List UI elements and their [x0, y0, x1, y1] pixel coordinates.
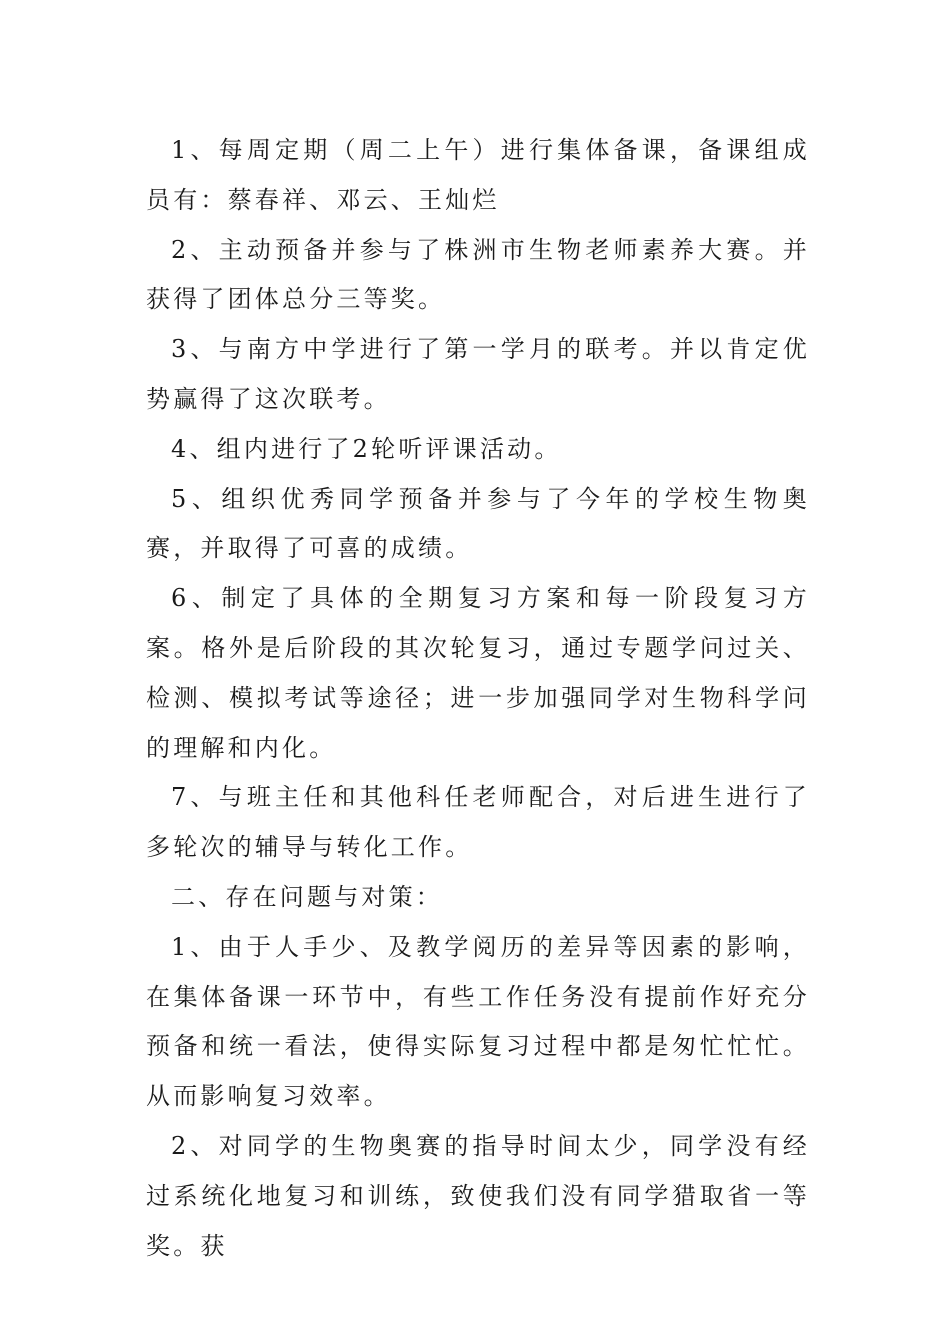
- paragraph-biology-olympiad: 5、组织优秀同学预备并参与了今年的学校生物奥赛，并取得了可喜的成绩。: [146, 484, 810, 563]
- paragraph-problem-2: 2、对同学的生物奥赛的指导时间太少，同学没有经过系统化地复习和训练，致使我们没有同学猎取省一等奖。获: [146, 1131, 810, 1260]
- paragraph-lesson-evaluation: 4、组内进行了2轮听评课活动。: [171, 434, 562, 463]
- document-body: [146, 126, 810, 1271]
- paragraph-tutoring: 7、与班主任和其他科任老师配合，对后进生进行了多轮次的辅导与转化工作。: [146, 783, 810, 862]
- paragraph-review-plan: 6、制定了具体的全期复习方案和每一阶段复习方案。格外是后阶段的其次轮复习，通过专题学问过关、检测、模拟考试等途径；进一步加强同学对生物科学问的理解和内化。: [146, 584, 810, 762]
- paragraph-problem-1: 1、由于人手少、及教学阅历的差异等因素的影响，在集体备课一环节中，有些工作任务没有提前作好充分预备和统一看法，使得实际复习过程中都是匆忙忙忙。从而影响复习效率。: [146, 932, 810, 1111]
- section-heading-problems: 二、存在问题与对策：: [171, 882, 443, 911]
- paragraph-joint-exam: 3、与南方中学进行了第一学月的联考。并以肯定优势赢得了这次联考。: [146, 335, 810, 413]
- paragraph-teacher-contest: 2、主动预备并参与了株洲市生物老师素养大赛。并获得了团体总分三等奖。: [146, 235, 810, 314]
- paragraph-lesson-planning: 1、每周定期（周二上午）进行集体备课，备课组成员有：蔡春祥、邓云、王灿烂: [146, 136, 810, 214]
